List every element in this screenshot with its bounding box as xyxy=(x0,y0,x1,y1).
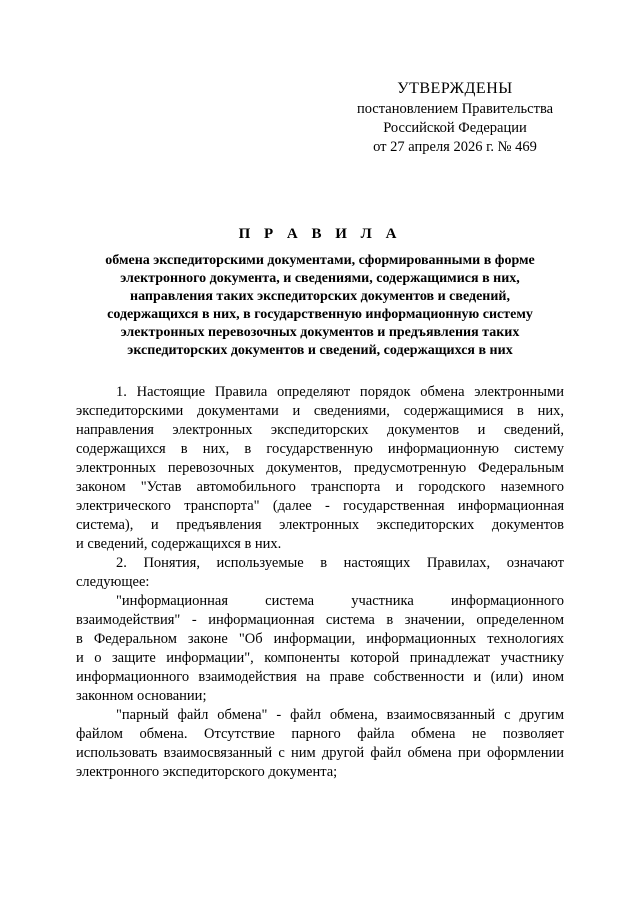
paragraph-line: электрического транспорта" (далее - государственная информационная xyxy=(76,498,564,514)
approval-line: постановлением Правительства xyxy=(356,101,554,117)
paragraph-line: в Федеральном законе "Об информации, информационных технологиях xyxy=(76,631,564,647)
approval-date-line: от 27 апреля 2026 г. № 469 xyxy=(373,139,537,155)
approval-line: Российской Федерации xyxy=(383,120,527,136)
subtitle-line: электронных перевозочных документов и предъявления таких xyxy=(120,325,520,340)
paragraph-line: следующее: xyxy=(76,574,150,590)
paragraph-line: направления электронных экспедиторских документов и сведений, xyxy=(76,422,564,438)
paragraph-line: 2. Понятия, используемые в настоящих Правилах, означают xyxy=(116,555,564,571)
paragraph-line: взаимодействия" - информационная система в значении, определенном xyxy=(76,612,564,628)
paragraph-1 xyxy=(76,383,564,554)
subtitle-line: обмена экспедиторскими документами, сформированными в форме xyxy=(105,253,535,268)
paragraph-line: использовать взаимосвязанный с ним другой файл обмена при оформлении xyxy=(76,745,564,761)
subtitle-line: направления таких экспедиторских документов и сведений, xyxy=(130,289,510,304)
paragraph-line: законном основании; xyxy=(76,688,207,704)
paragraph-2 xyxy=(76,554,564,592)
paragraph-line: электронного экспедиторского документа; xyxy=(76,764,338,780)
paragraph-line: система), и предъявления электронных экспедиторских документов xyxy=(76,517,564,533)
paragraph-line: законом "Устав автомобильного транспорта и городского наземного xyxy=(76,479,564,495)
subtitle-line: электронного документа, и сведениями, содержащимися в них, xyxy=(120,271,520,286)
paragraph-line: файлом обмена. Отсутствие парного файла обмена не позволяет xyxy=(76,726,564,742)
paragraph-line: и о защите информации", компоненты которой принадлежат участнику xyxy=(76,650,564,666)
approval-title: УТВЕРЖДЕНЫ xyxy=(397,80,513,97)
paragraph-line: информационного взаимодействия на праве собственности и (или) ином xyxy=(76,669,564,685)
paragraph-line: "информационная система участника информационного xyxy=(116,593,564,609)
paragraph-line: электронных перевозочных документов, предусмотренную Федеральным xyxy=(76,460,564,476)
paragraph-line: содержащихся в них, в государственную информационную систему xyxy=(76,441,564,457)
definition-paired-file xyxy=(76,706,564,782)
paragraph-line: 1. Настоящие Правила определяют порядок обмена электронными xyxy=(116,384,564,400)
paragraph-line: "парный файл обмена" - файл обмена, взаимосвязанный с другим xyxy=(116,707,564,723)
approval-block xyxy=(340,78,570,157)
subtitle-line: содержащихся в них, в государственную информационную систему xyxy=(107,307,533,322)
document-subtitle xyxy=(82,252,558,360)
document-body xyxy=(76,383,564,782)
paragraph-line: экспедиторскими документами и сведениями, содержащимися в них, xyxy=(76,403,564,419)
document-title: П Р А В И Л А xyxy=(238,226,402,242)
subtitle-line: экспедиторских документов и сведений, содержащихся в них xyxy=(127,343,513,358)
paragraph-line: и сведений, содержащихся в них. xyxy=(76,536,282,552)
definition-information-system xyxy=(76,592,564,706)
